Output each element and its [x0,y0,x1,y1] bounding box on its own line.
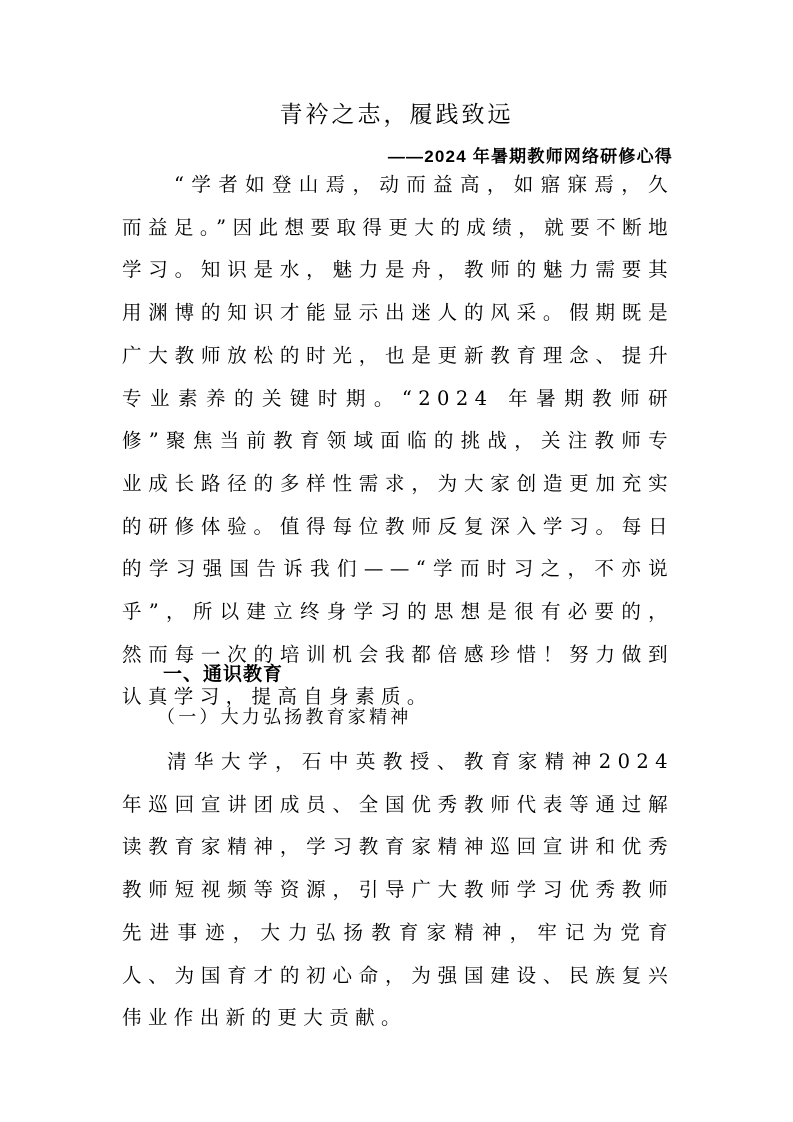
document-subtitle: ——2024 年暑期教师网络研修心得 [387,147,673,166]
subsection-paragraph: 清华大学，石中英教授、教育家精神2024 年巡回宣讲团成员、全国优秀教师代表等通过解读教育家精神，学习教育家精神巡回宣讲和优秀教师短视频等资源，引导广大教师学习优秀教师先进事迹，大力弘扬教育家精神，牢记为党育人、为国育才的初心命，为强国建设、民族复兴伟业作出新的更大贡献。 [122,750,674,1030]
intro-paragraph: “学者如登山焉，动而益高，如寤寐焉，久而益足。”因此想要取得更大的成绩，就要不断地学习。知识是水，魅力是舟，教师的魅力需要其用渊博的知识才能显示出迷人的风采。假期既是广大教师放松的时光，也是更新教育理念、提升专业素养的关键时期。“2024 年暑期教师研修”聚焦当前教育领域面临的挑战，关注教师专业成长路径的多样性需求，为大家创造更加充实的研修体验。值得每位教师反复深入学习。每日的学习强国告诉我们——“学而时习之，不亦说乎”，所以建立终身学习的思想是很有必要的，然而每一次的培训机会我都倍感珍惜！努力做到认真学习，提高自身素质。 [122,173,674,709]
subsection-heading: （一）大力弘扬教育家精神 [157,707,412,728]
document-title: 青衿之志，履践致远 [279,102,514,128]
subsection-body [122,741,674,1040]
section-heading: 一、通识教育 [163,664,284,685]
intro-section [122,164,674,719]
